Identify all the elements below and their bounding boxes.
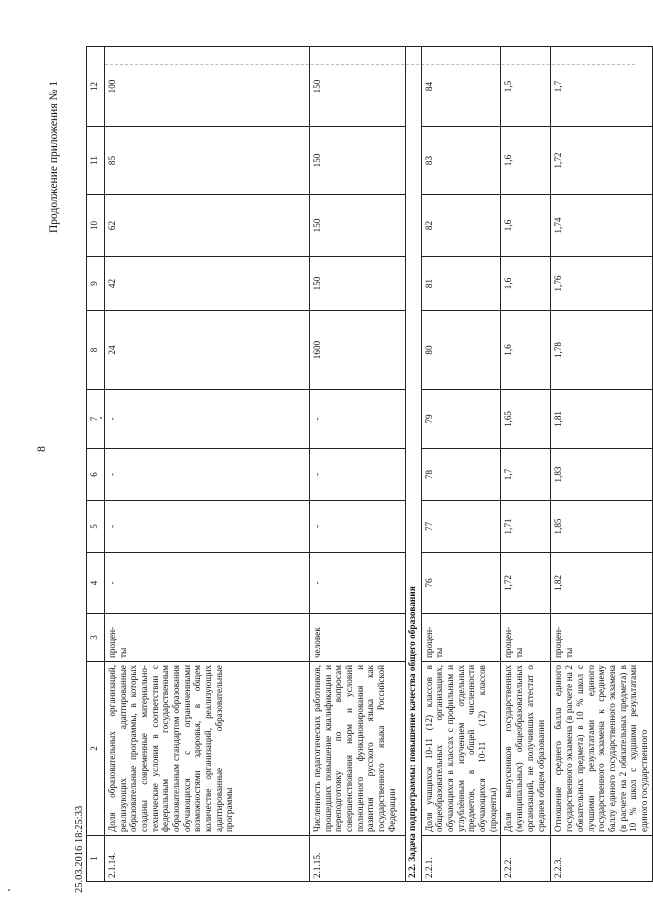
value-cell: 81 [421, 257, 501, 311]
value-cell: 1,7 [551, 47, 652, 127]
indicator-description: Отношение среднего балла единого государственного экзамена (в расчете на 2 обязательных предмета) в 10 % школ с лучшими результатами единого государственного экзамена к среднему баллу единого государственного экзамена (в расчете на 2 обязательных предмета) в 10 % школ с худшими результатами единого государственного [551, 662, 652, 836]
row-number: 2.1.14. [105, 836, 310, 882]
column-header: 10 [87, 195, 105, 257]
page-number: 8 [34, 446, 48, 452]
section-title: 2.2. Задача подпрограммы: повышение качества общего образования [406, 47, 422, 882]
appendix-continuation-label: Продолжение приложения № 1 [48, 80, 60, 233]
value-cell: - [310, 553, 406, 614]
rotated-table-container [86, 47, 649, 882]
value-cell: 1,6 [501, 127, 551, 195]
value-cell: 78 [421, 449, 501, 501]
value-cell: 150 [310, 127, 406, 195]
value-cell: 76 [421, 553, 501, 614]
value-cell: - [105, 390, 310, 449]
value-cell: - [310, 390, 406, 449]
value-cell: 1,82 [551, 553, 652, 614]
column-header: 2 [87, 662, 105, 836]
indicator-description: Доля учащихся 10-11 (12) классов в общеобразовательных организациях, обучающихся в классах с профильным и углублённым изучением отдельных предметов, в общей численности обучающихся 10-11 (12) классов (проценты) [421, 662, 501, 836]
row-number: 2.1.15. [310, 836, 406, 882]
value-cell: 1,6 [501, 195, 551, 257]
value-cell: 1,6 [501, 257, 551, 311]
table-header-row [87, 47, 105, 882]
value-cell: 62 [105, 195, 310, 257]
value-cell: 85 [105, 127, 310, 195]
row-number: 2.2.2. [501, 836, 551, 882]
unit-cell: процен-ты [551, 614, 652, 662]
value-cell: 1,72 [501, 553, 551, 614]
row-number: 2.2.1. [421, 836, 501, 882]
section-header-row [406, 47, 422, 882]
value-cell: 84 [421, 47, 501, 127]
row-number: 2.2.3. [551, 836, 652, 882]
value-cell: - [105, 449, 310, 501]
value-cell: 1600 [310, 311, 406, 390]
unit-cell: процен-ты [105, 614, 310, 662]
unit-cell: процен-ты [421, 614, 501, 662]
value-cell: 1,74 [551, 195, 652, 257]
scan-timestamp [74, 806, 85, 893]
value-cell: 82 [421, 195, 501, 257]
value-cell: - [105, 501, 310, 553]
value-cell: 1,81 [551, 390, 652, 449]
table-row [421, 47, 501, 882]
value-cell: - [310, 501, 406, 553]
value-cell: - [310, 449, 406, 501]
value-cell: 24 [105, 311, 310, 390]
value-cell: 1,85 [551, 501, 652, 553]
value-cell: 77 [421, 501, 501, 553]
column-header: 4 [87, 553, 105, 614]
scan-speck [8, 889, 10, 891]
timestamp-time: 18:25:33 [74, 805, 85, 844]
value-cell: 79 [421, 390, 501, 449]
value-cell: 150 [310, 195, 406, 257]
value-cell: 1,76 [551, 257, 652, 311]
value-cell: 1,72 [551, 127, 652, 195]
indicator-description: Численность педагогических работников, прошедших повышение квалификации и переподготовку по вопросам совершенствования норм и условий полноценного функционирования и развития русского языка как государственного языка Российской Федерации [310, 662, 406, 836]
column-header: 12 [87, 47, 105, 127]
table-row [105, 47, 310, 882]
table-row [551, 47, 652, 882]
indicator-description: Доля выпускников государственных (муниципальных) общеобразовательных организаций, не получивших аттестат о среднем общем образовании [501, 662, 551, 836]
indicator-description: Доля образовательных организаций, реализующих адаптированные образовательные программы, в которых созданы современные материально-технические условия в соответствии с федеральным государственным образовательным стандартом образования обучающихся с ограниченными возможностями здоровья, в общем количестве организаций, реализующих адаптированные образовательные программы [105, 662, 310, 836]
value-cell: 150 [310, 47, 406, 127]
column-header: 8 [87, 311, 105, 390]
value-cell: 83 [421, 127, 501, 195]
value-cell: 1,71 [501, 501, 551, 553]
value-cell: 100 [105, 47, 310, 127]
value-cell: 42 [105, 257, 310, 311]
column-header: 5 [87, 501, 105, 553]
value-cell: 1,78 [551, 311, 652, 390]
value-cell: 1,5 [501, 47, 551, 127]
column-header: 9 [87, 257, 105, 311]
value-cell: 80 [421, 311, 501, 390]
unit-cell: процен-ты [501, 614, 551, 662]
column-header: 1 [87, 836, 105, 882]
table-row [310, 47, 406, 882]
value-cell: - [105, 553, 310, 614]
value-cell: 150 [310, 257, 406, 311]
column-header: 11 [87, 127, 105, 195]
value-cell: 1,6 [501, 311, 551, 390]
column-header: 7 [87, 390, 105, 449]
table-row [501, 47, 551, 882]
value-cell: 1,7 [501, 449, 551, 501]
column-header: 6 [87, 449, 105, 501]
value-cell: 1,65 [501, 390, 551, 449]
indicators-table [86, 46, 653, 882]
unit-cell: человек [310, 614, 406, 662]
column-header: 3 [87, 614, 105, 662]
value-cell: 1,83 [551, 449, 652, 501]
timestamp-date: 25.03.2016 [74, 845, 85, 893]
